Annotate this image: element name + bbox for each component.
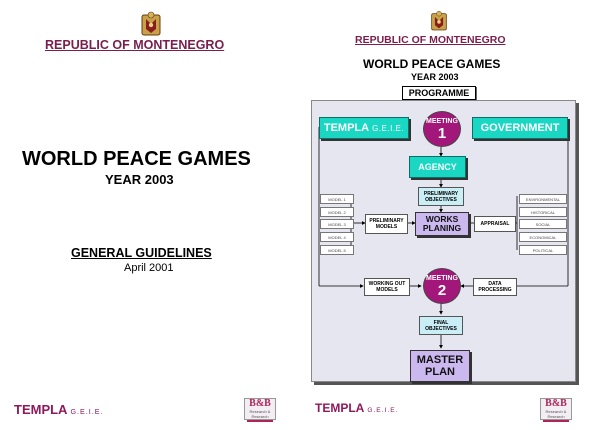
master-line2: PLAN: [425, 366, 455, 378]
bb-logo-bar: [247, 420, 273, 422]
master-line1: MASTER: [416, 354, 464, 366]
final-obj-line1: FINAL: [433, 319, 449, 326]
slide-title: WORLD PEACE GAMES: [363, 57, 501, 71]
aspect-item: POLITICAL: [519, 245, 567, 255]
working-out-line1: WORKING OUT: [368, 281, 406, 287]
final-obj-line2: OBJECTIVES: [425, 325, 457, 332]
templa-suffix: G.E.I.E.: [367, 407, 399, 414]
templa-box-label: TEMPLA: [323, 122, 370, 134]
meeting-1-label: MEETING: [426, 117, 458, 125]
templa-suffix: G.E.I.E.: [70, 408, 104, 416]
bb-logo-mark: B&B: [249, 398, 271, 409]
prelim-obj-line1: PRELIMINARY: [423, 190, 459, 197]
meeting-1-number: 1: [437, 124, 447, 142]
slide-year: YEAR 2003: [105, 172, 174, 187]
programme-label: PROGRAMME: [402, 86, 476, 100]
aspect-item: SOCIAL: [519, 219, 567, 229]
data-processing-line1: DATA: [488, 281, 502, 287]
government-box: GOVERNMENT: [472, 117, 568, 139]
agency-box: AGENCY: [409, 156, 466, 178]
date-text: April 2001: [124, 262, 174, 274]
prelim-models-line2: MODELS: [375, 224, 398, 230]
model-item: MODEL 4: [320, 232, 354, 242]
model-item: MODEL 2: [320, 207, 354, 217]
bb-logo-mark: B&B: [545, 398, 567, 409]
works-planing-box: [415, 212, 469, 236]
appraisal-box: APPRAISAL: [474, 216, 516, 232]
data-processing-line2: PROCESSING: [478, 287, 512, 293]
slide-title: WORLD PEACE GAMES: [22, 148, 251, 170]
republic-heading: REPUBLIC OF MONTENEGRO: [45, 38, 225, 52]
works-line2: PLANING: [422, 223, 462, 233]
meeting-2-number: 2: [437, 281, 447, 299]
prelim-obj-line2: OBJECTIVES: [425, 196, 457, 203]
model-item: MODEL 1: [320, 194, 354, 204]
templa-brand: TEMPLA: [315, 401, 365, 415]
working-out-line2: MODELS: [376, 287, 398, 293]
meeting-2-label: MEETING: [426, 274, 458, 282]
coat-of-arms-icon: [140, 11, 162, 37]
preliminary-objectives-box: [418, 187, 464, 206]
aspect-item: ENVIRONMENTAL: [519, 194, 567, 204]
aspect-item: HISTORICAL: [519, 207, 567, 217]
templa-logo: [315, 401, 398, 415]
aspect-item: ECONOMICAL: [519, 232, 567, 242]
meeting-2-circle: [423, 268, 461, 304]
bb-logo: [540, 398, 572, 420]
templa-box: [319, 117, 409, 139]
templa-box-suffix: G.E.I.E.: [372, 123, 405, 133]
templa-logo: [14, 402, 103, 417]
preliminary-models-box: [365, 214, 408, 234]
bb-logo-bar: [543, 420, 569, 422]
prelim-models-line1: PRELIMINARY: [369, 218, 404, 224]
republic-heading: REPUBLIC OF MONTENEGRO: [355, 34, 506, 46]
data-processing-box: [473, 278, 517, 296]
bb-logo: [244, 398, 276, 420]
guidelines-heading: GENERAL GUIDELINES: [71, 246, 212, 260]
master-plan-box: [410, 350, 470, 382]
templa-brand: TEMPLA: [14, 402, 68, 417]
meeting-1-circle: [423, 111, 461, 147]
working-out-models-box: [364, 278, 410, 296]
model-item: MODEL 3: [320, 219, 354, 229]
works-line1: WORKS: [425, 214, 459, 224]
model-item: MODEL 5: [320, 245, 354, 255]
bb-logo-caption: Research & Research: [545, 409, 567, 419]
final-objectives-box: [419, 316, 463, 335]
bb-logo-caption: Research & Research: [249, 409, 271, 419]
slide-year: YEAR 2003: [411, 72, 459, 82]
coat-of-arms-icon: [430, 10, 448, 32]
